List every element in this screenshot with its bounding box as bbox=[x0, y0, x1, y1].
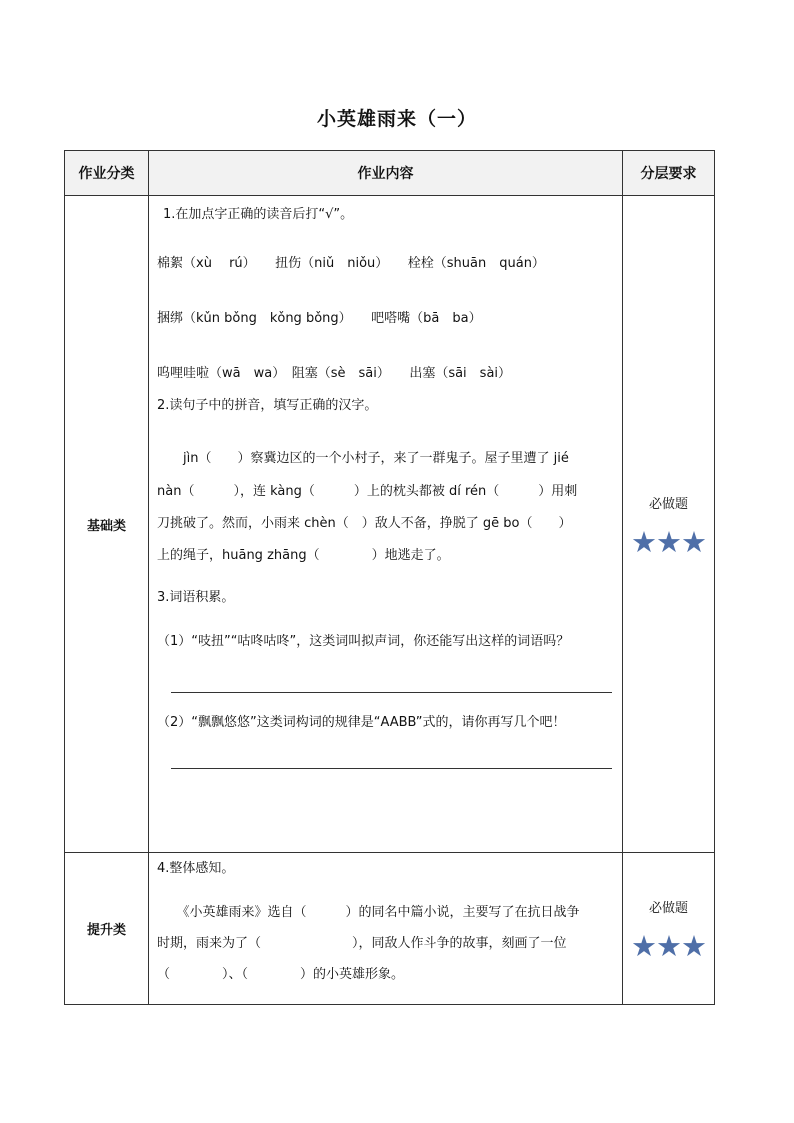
q4-instruction: 4.整体感知。 bbox=[157, 861, 235, 876]
q2-line-1: jìn（ ）察冀边区的一个小村子，来了一群鬼子。屋子里遭了 jié bbox=[157, 451, 569, 466]
requirement-basic bbox=[623, 196, 715, 853]
q3-instruction: 3.词语积累。 bbox=[157, 590, 235, 605]
header-requirement: 分层要求 bbox=[623, 151, 715, 196]
q2-line-2: nàn（ ），连 kàng（ ）上的枕头都被 dí rén（ ）用刺 bbox=[157, 484, 578, 499]
star-rating-icon: ★★★ bbox=[631, 524, 706, 559]
content-basic bbox=[149, 196, 623, 853]
homework-table bbox=[64, 150, 715, 1005]
category-advanced: 提升类 bbox=[65, 853, 149, 1005]
requirement-label: 必做题 bbox=[648, 496, 688, 512]
content-advanced bbox=[149, 853, 623, 1005]
q1-row-1: 棉絮（xù rú） 扭伤（niǔ niǒu） 栓栓（shuān quán） bbox=[157, 256, 545, 271]
requirement-advanced bbox=[623, 853, 715, 1005]
q4-line-1: 《小英雄雨来》选自（ ）的同名中篇小说，主要写了在抗日战争 bbox=[157, 905, 580, 920]
q3-part-1: （1）“吱扭”“咕咚咕咚”，这类词叫拟声词，你还能写出这样的词语吗？ bbox=[157, 634, 570, 649]
requirement-label: 必做题 bbox=[648, 901, 688, 916]
q2-line-4: 上的绳子，huāng zhāng（ ）地逃走了。 bbox=[157, 548, 450, 563]
q3-part-2: （2）“飘飘悠悠”这类词构词的规律是“AABB”式的，请你再写几个吧！ bbox=[157, 715, 566, 730]
table-row bbox=[65, 853, 715, 1005]
q1-row-2: 捆绑（kǔn bǒng kǒng bǒng） 吧嗒嘴（bā ba） bbox=[157, 311, 482, 326]
header-content: 作业内容 bbox=[149, 151, 623, 196]
page-title: 小英雄雨来（一） bbox=[316, 108, 477, 130]
star-rating-icon: ★★★ bbox=[631, 929, 706, 963]
table-row bbox=[65, 196, 715, 853]
answer-line-2[interactable] bbox=[171, 767, 612, 769]
q2-instruction: 2.读句子中的拼音，填写正确的汉字。 bbox=[157, 398, 378, 413]
q1-instruction: 1.在加点字正确的读音后打“√”。 bbox=[163, 207, 354, 222]
header-category: 作业分类 bbox=[65, 151, 149, 196]
answer-line-1[interactable] bbox=[171, 691, 612, 693]
table-header-row bbox=[65, 151, 715, 196]
q4-line-2: 时期，雨来为了（ ），同敌人作斗争的故事，刻画了一位 bbox=[157, 936, 567, 951]
q2-line-3: 刀挑破了。然而，小雨来 chèn（ ）敌人不备，挣脱了 gē bo（ ） bbox=[157, 516, 572, 531]
q1-row-3: 呜哩哇啦（wā wa） 阻塞（sè sāi） 出塞（sāi sài） bbox=[157, 366, 512, 381]
q4-line-3: （ ）、（ ）的小英雄形象。 bbox=[157, 967, 405, 982]
category-basic: 基础类 bbox=[65, 196, 149, 853]
